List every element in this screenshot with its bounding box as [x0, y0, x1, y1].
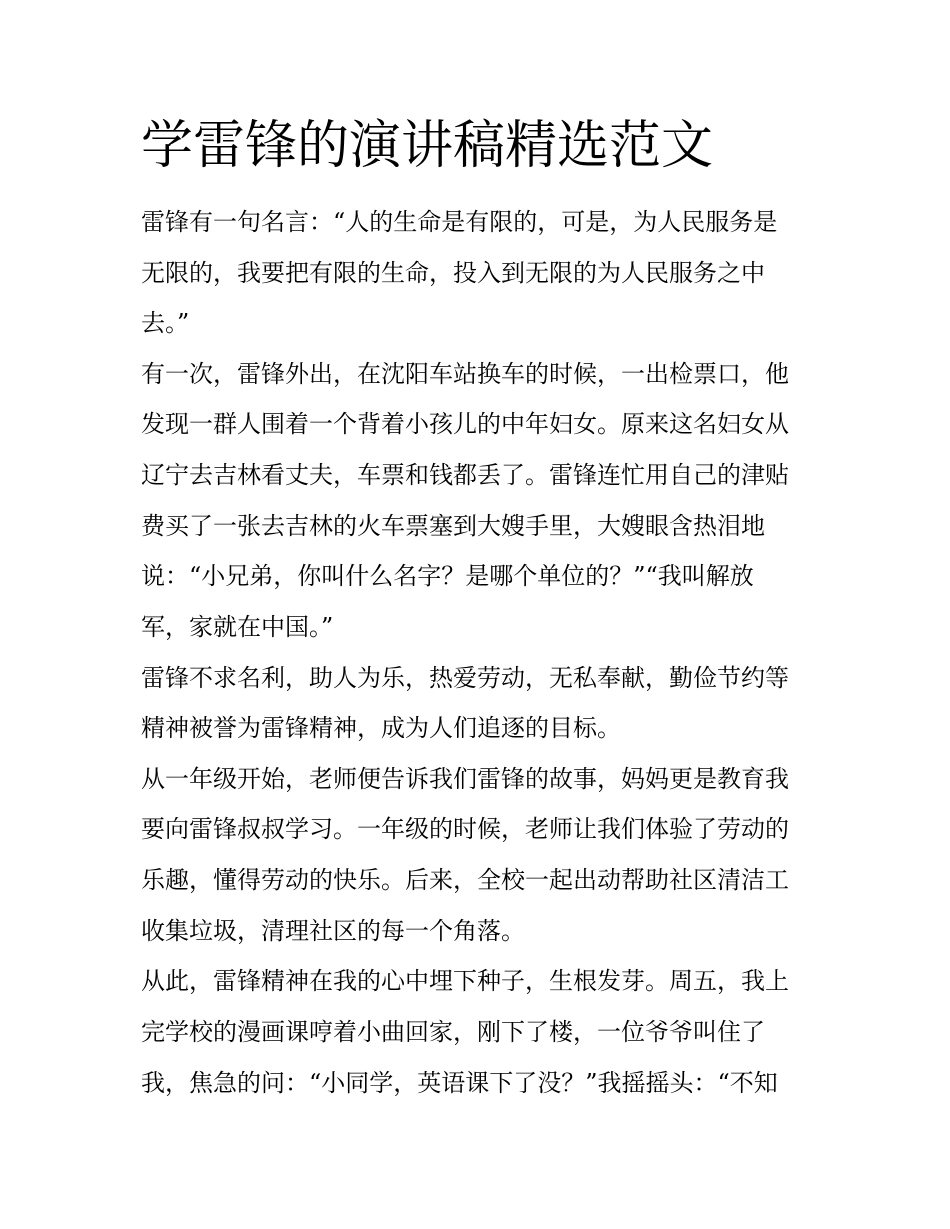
body-text-line: 雷锋不求名利，助人为乐，热爱劳动，无私奉献，勤俭节约等	[141, 664, 789, 692]
body-text-line: 雷锋有一句名言：“人的生命是有限的，可是，为人民服务是	[141, 208, 778, 236]
body-text-line: 我，焦急的问：“小同学，英语课下了没？”我摇摇头：“不知	[141, 1069, 778, 1097]
document-title: 学雷锋的演讲稿精选范文	[141, 116, 714, 176]
body-text-line: 收集垃圾，清理社区的每一个角落。	[141, 917, 525, 945]
body-text-line: 军，家就在中国。”	[141, 613, 334, 641]
body-text-line: 说：“小兄弟，你叫什么名字？是哪个单位的？”“我叫解放	[141, 562, 754, 590]
body-text-line: 要向雷锋叔叔学习。一年级的时候，老师让我们体验了劳动的	[141, 815, 789, 843]
body-text-line: 从一年级开始，老师便告诉我们雷锋的故事，妈妈更是教育我	[141, 765, 789, 793]
body-text-line: 发现一群人围着一个背着小孩儿的中年妇女。原来这名妇女从	[141, 410, 789, 438]
body-text-line: 从此，雷锋精神在我的心中埋下种子，生根发芽。周五，我上	[141, 967, 789, 995]
body-text-line: 去。”	[141, 309, 190, 337]
body-text-line: 乐趣，懂得劳动的快乐。后来，全校一起出动帮助社区清洁工	[141, 866, 789, 894]
body-text-line: 费买了一张去吉林的火车票塞到大嫂手里，大嫂眼含热泪地	[141, 512, 765, 540]
body-text-line: 有一次，雷锋外出，在沈阳车站换车的时候，一出检票口，他	[141, 360, 789, 388]
body-text-line: 辽宁去吉林看丈夫，车票和钱都丢了。雷锋连忙用自己的津贴	[141, 461, 789, 489]
body-text-line: 无限的，我要把有限的生命，投入到无限的为人民服务之中	[141, 259, 765, 287]
body-text-line: 完学校的漫画课哼着小曲回家，刚下了楼，一位爷爷叫住了	[141, 1018, 765, 1046]
body-text-line: 精神被誉为雷锋精神，成为人们追逐的目标。	[141, 714, 621, 742]
